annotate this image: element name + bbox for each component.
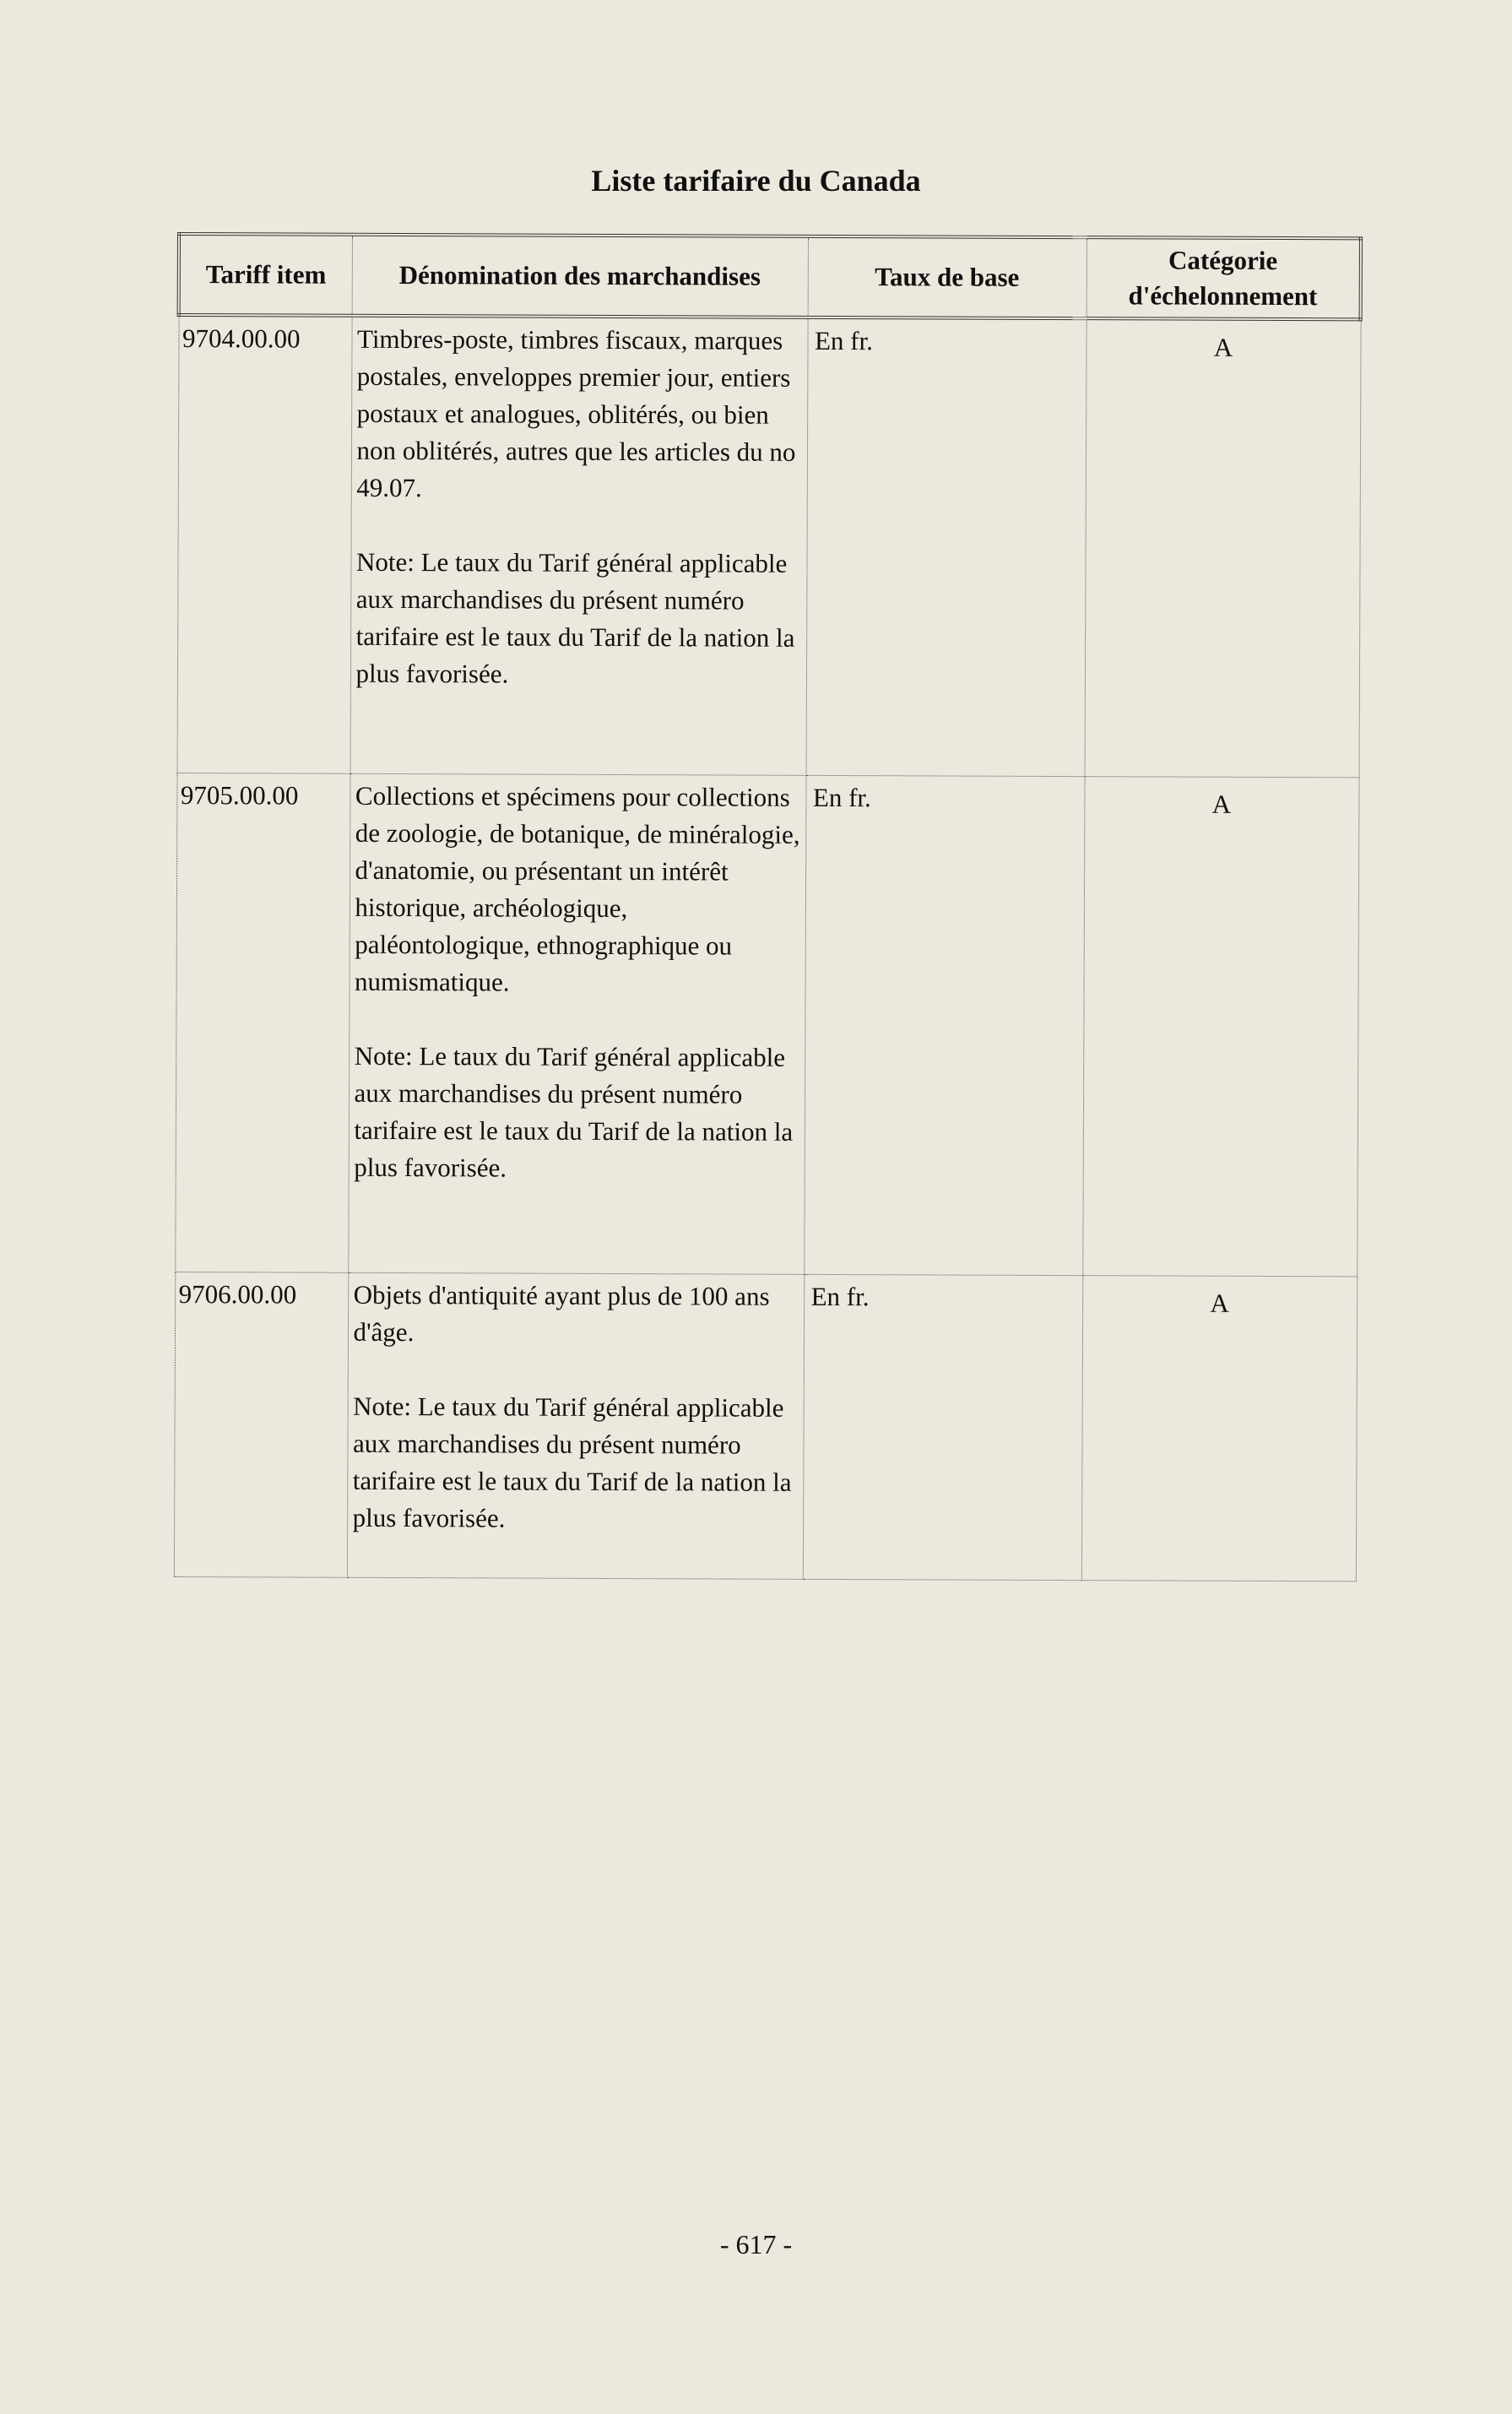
table-row <box>175 773 1358 1277</box>
page-title: Liste tarifaire du Canada <box>591 164 921 198</box>
table-row <box>174 1272 1357 1581</box>
note-text: Note: Le taux du Tarif général applicable aux marchandises du présent numéro tarifaire est le taux du Tarif de la nation la plus favorisée. <box>352 1391 792 1533</box>
header-base-rate: Taux de base <box>808 236 1087 318</box>
description-cell <box>348 773 805 1274</box>
description-cell <box>347 1272 804 1579</box>
description-text: Objets d'antiquité ayant plus de 100 ans d'âge. <box>353 1279 770 1348</box>
description-text: Timbres-poste, timbres fiscaux, marques postales, enveloppes premier jour, entiers postaux et analogues, oblitérés, ou bien non oblitérés, autres que les articles du no 49.07. <box>356 323 796 503</box>
base-rate-cell: En fr. <box>803 1274 1082 1580</box>
tariff-item-cell: 9704.00.00 <box>177 315 352 773</box>
header-tariff-item: Tariff item <box>179 234 352 316</box>
base-rate-cell: En fr. <box>806 317 1087 777</box>
tariff-table <box>172 232 1363 1581</box>
table-header-row <box>179 234 1361 319</box>
note-text: Note: Le taux du Tarif général applicable aux marchandises du présent numéro tarifaire est le taux du Tarif de la nation la plus favorisée. <box>355 546 795 689</box>
base-rate-cell: En fr. <box>804 775 1084 1275</box>
page-number: - 617 - <box>719 2229 793 2259</box>
tariff-item-cell: 9705.00.00 <box>175 773 350 1273</box>
header-staging-category: Catégorie d'échelonnement <box>1087 237 1361 319</box>
tariff-item-cell: 9706.00.00 <box>174 1272 348 1577</box>
category-cell: A <box>1081 1276 1357 1581</box>
description-cell <box>350 316 808 776</box>
category-cell: A <box>1085 318 1361 778</box>
table-row <box>177 315 1361 778</box>
description-text: Collections et spécimens pour collections de zoologie, de botanique, de minéralogie, d'anatomie, ou présentant un intérêt historique, archéologique, paléontologique, ethnographique ou numismatique. <box>355 780 800 997</box>
note-text: Note: Le taux du Tarif général applicable aux marchandises du présent numéro tarifaire est le taux du Tarif de la nation la plus favorisée. <box>354 1040 794 1183</box>
category-cell: A <box>1082 777 1358 1277</box>
header-description: Dénomination des marchandises <box>352 235 808 317</box>
